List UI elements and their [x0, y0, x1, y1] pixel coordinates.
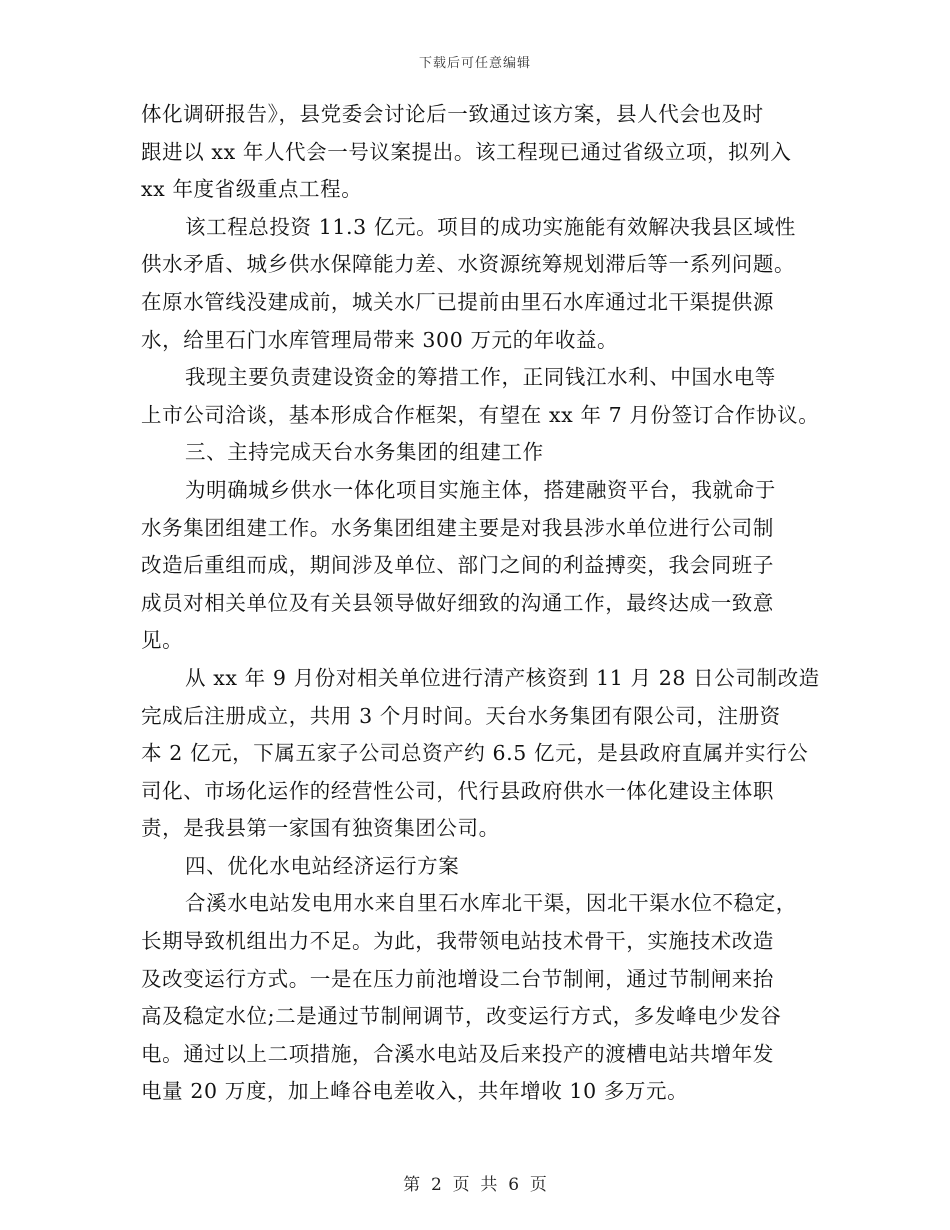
text-line: 上市公司洽谈，基本形成合作框架，有望在 xx 年 7 月份签订合作协议。	[141, 402, 820, 427]
text-line: 电量 20 万度，加上峰谷电差收入，共年增收 10 多万元。	[141, 1079, 689, 1104]
text-line: 跟进以 xx 年人代会一号议案提出。该工程现已通过省级立项，拟列入	[141, 139, 792, 164]
text-line: 为明确城乡供水一体化项目实施主体，搭建融资平台，我就命于	[185, 477, 776, 502]
text-line: 高及稳定水位;二是通过节制闸调节，改变运行方式，多发峰电少发谷	[141, 1004, 782, 1029]
text-line: 司化、市场化运作的经营性公司，代行县政府供水一体化建设主体职	[141, 778, 774, 803]
text-line: 责，是我县第一家国有独资集团公司。	[141, 816, 500, 841]
document-body	[141, 96, 821, 1111]
text-line: 三、主持完成天台水务集团的组建工作	[185, 440, 544, 465]
page-number-footer: 第 2 页 共 6 页	[403, 1175, 547, 1195]
text-line: 该工程总投资 11.3 亿元。项目的成功实施能有效解决我县区域性	[185, 214, 796, 239]
text-line: 本 2 亿元，下属五家子公司总资产约 6.5 亿元，是县政府直属并实行公	[141, 741, 809, 766]
text-line: 我现主要负责建设资金的筹措工作，正同钱江水利、中国水电等	[185, 365, 776, 390]
text-line: 从 xx 年 9 月份对相关单位进行清产核资到 11 月 28 日公司制改造	[185, 665, 820, 690]
text-line: 体化调研报告》，县党委会讨论后一致通过该方案，县人代会也及时	[141, 102, 764, 126]
text-line: xx 年度省级重点工程。	[141, 177, 363, 202]
text-line: 合溪水电站发电用水来自里石水库北干渠，因北干渠水位不稳定，	[185, 891, 797, 916]
text-line: 水务集团组建工作。水务集团组建主要是对我县涉水单位进行公司制	[141, 515, 774, 540]
page-header-note: 下载后可任意编辑	[418, 56, 531, 71]
text-line: 电。通过以上二项措施，合溪水电站及后来投产的渡槽电站共增年发	[141, 1041, 774, 1066]
text-line: 供水矛盾、城乡供水保障能力差、水资源统筹规划滞后等一系列问题。	[141, 252, 796, 277]
text-line: 水，给里石门水库管理局带来 300 万元的年收益。	[141, 327, 619, 352]
text-line: 四、优化水电站经济运行方案	[185, 853, 460, 878]
text-line: 成员对相关单位及有关县领导做好细致的沟通工作，最终达成一致意	[141, 590, 774, 615]
text-line: 在原水管线没建成前，城关水厂已提前由里石水库通过北干渠提供源	[141, 289, 774, 314]
text-line: 完成后注册成立，共用 3 个月时间。天台水务集团有限公司，注册资	[141, 703, 781, 728]
text-line: 长期导致机组出力不足。为此，我带领电站技术骨干，实施技术改造	[141, 929, 774, 954]
text-line: 见。	[141, 628, 184, 653]
text-line: 及改变运行方式。一是在压力前池增设二台节制闸，通过节制闸来抬	[141, 966, 774, 991]
text-line: 改造后重组而成，期间涉及单位、部门之间的利益搏奕，我会同班子	[141, 553, 774, 578]
